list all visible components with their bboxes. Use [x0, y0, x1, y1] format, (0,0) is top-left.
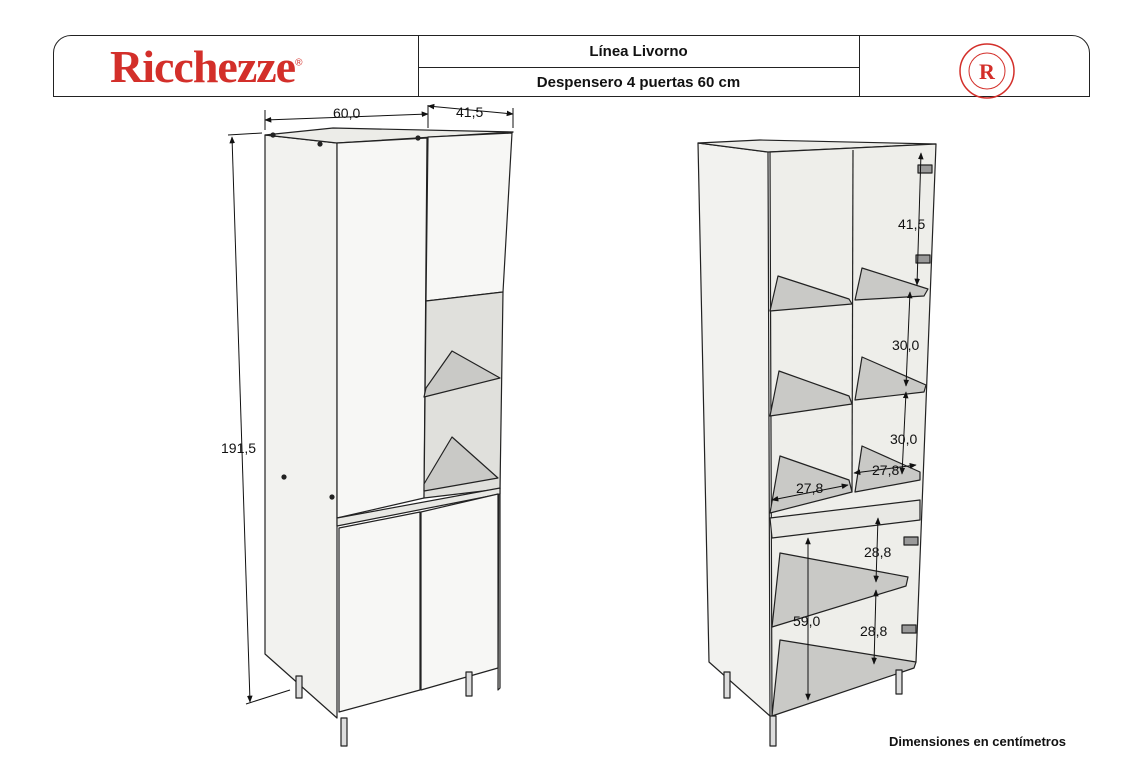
door-lower-right	[421, 494, 498, 690]
shelf-gap-1-label: 30,0	[892, 337, 920, 353]
height-label: 191,5	[221, 440, 257, 456]
brand-name: Ricchezze	[110, 41, 296, 92]
shelf-gap-2-label: 30,0	[890, 431, 918, 447]
inner-width-right-label: 27,8	[872, 462, 900, 478]
side-panel	[265, 135, 337, 718]
leg	[341, 718, 347, 746]
product-name: Despensero 4 puertas 60 cm	[536, 73, 741, 91]
height-dimension-line	[232, 137, 250, 702]
hinge	[902, 625, 916, 633]
seal-letter: R	[979, 59, 995, 84]
upper-gap-label: 41,5	[898, 216, 926, 232]
width-label: 60,0	[333, 105, 361, 121]
door-lower-left	[339, 512, 420, 712]
door-upper-right	[426, 133, 512, 301]
lower-height-label: 59,0	[793, 613, 821, 629]
leg	[896, 670, 902, 694]
side-panel	[698, 143, 770, 716]
hinge	[904, 537, 918, 545]
product-line: Línea Livorno	[418, 36, 859, 68]
leg	[466, 672, 472, 696]
units-note: Dimensiones en centímetros	[889, 734, 1066, 749]
lower-gap-2-label: 28,8	[860, 623, 888, 639]
brand-registered-mark: ®	[295, 57, 302, 69]
lower-gap-1-label: 28,8	[864, 544, 892, 560]
door-upper-left	[337, 138, 427, 518]
inner-width-left-label: 27,8	[796, 480, 824, 496]
depth-label: 41,5	[456, 104, 484, 120]
leg	[296, 676, 302, 698]
leg	[724, 672, 730, 698]
leg	[770, 716, 776, 746]
closed-cabinet-view	[265, 128, 513, 746]
